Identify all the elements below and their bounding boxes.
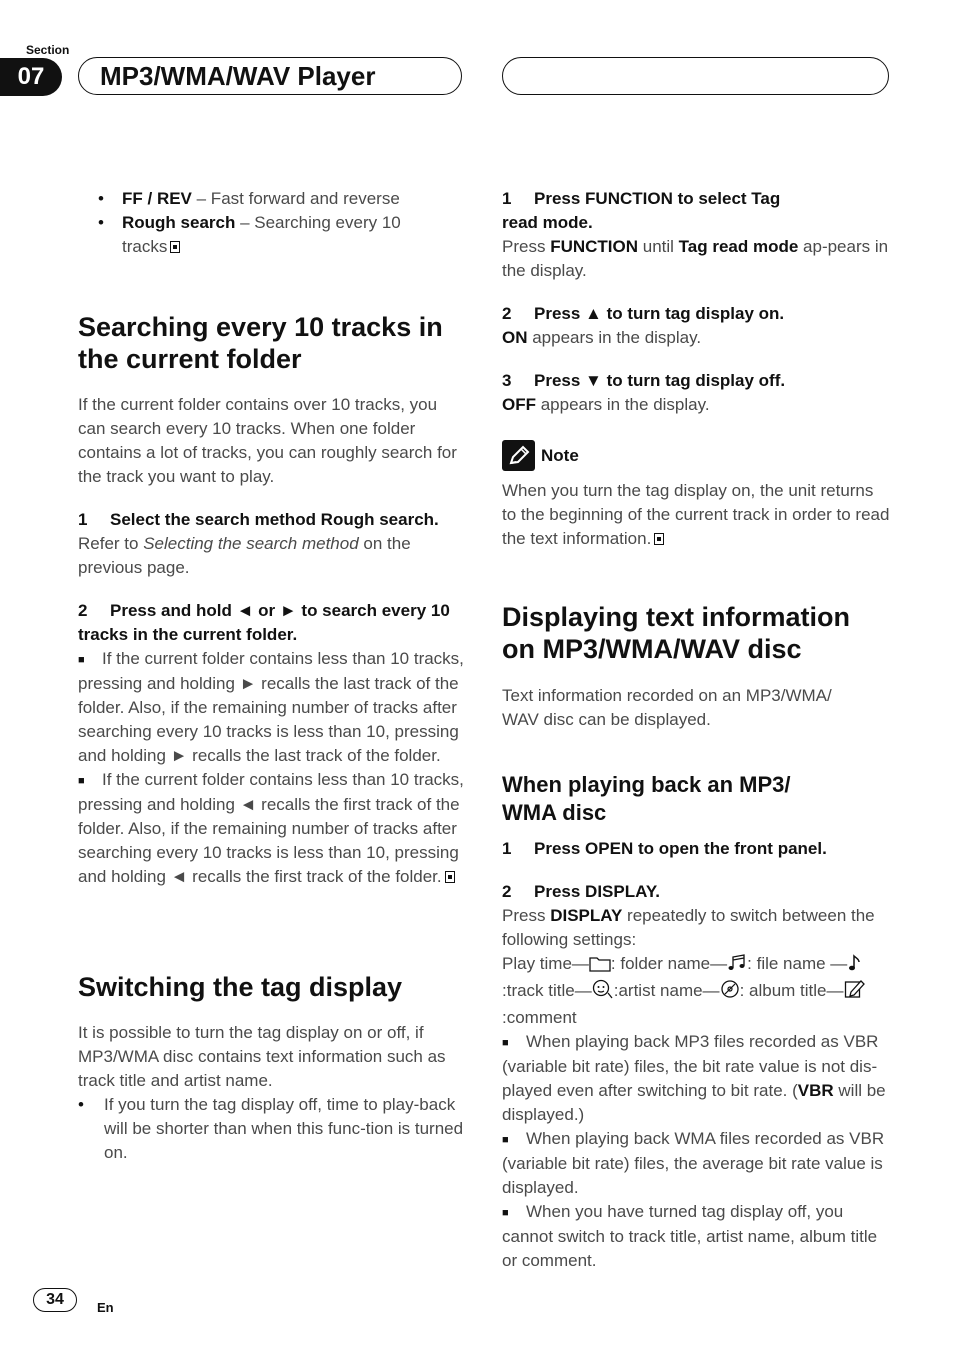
pencil-note-icon	[502, 440, 535, 471]
list-item: • If you turn the tag display off, time to play-back will be shorter than when this func-tion is turned on.	[78, 1093, 464, 1165]
step-2-note-1: ■ If the current folder contains less than 10 tracks, pressing and holding ► recalls the last track of the folder. Also, if the remaining number of tracks after searching every 10 tracks is less than 10, pressing and holding ► recalls the last track of the folder.	[78, 649, 464, 765]
step-2-title: 2 Press ▲ to turn tag display on.	[502, 304, 785, 323]
note-text: When you turn the tag display on, the unit returns to the beginning of the current track in order to read the text information.	[502, 481, 890, 548]
step-1-title: 1 Select the search method Rough search.	[78, 510, 439, 529]
bullet-term: FF / REV	[122, 189, 192, 208]
section-heading: Searching every 10 tracks in the current folder	[78, 312, 443, 374]
intro-bullet-list	[98, 187, 478, 259]
display-note-3: ■ When you have turned tag display off, you cannot switch to track title, artist name, album title or comment.	[502, 1202, 878, 1270]
tag-steps	[502, 187, 890, 417]
step-2-title: 2 Press DISPLAY.	[502, 882, 660, 901]
section-tag-display	[78, 971, 466, 1165]
note-box	[502, 440, 890, 551]
comment-icon	[844, 979, 866, 1006]
folder-icon	[589, 955, 611, 979]
step-2-title: 2 Press and hold ◄ or ► to search every 10 tracks in the current folder.	[78, 601, 450, 644]
end-mark-icon	[654, 533, 664, 545]
note-label: Note	[541, 445, 579, 465]
list-item	[98, 211, 422, 259]
step-1-title: 1 Press FUNCTION to select Tag read mode.	[502, 189, 781, 232]
step-3-body: OFF appears in the display.	[502, 395, 710, 414]
track-note-icon	[847, 954, 861, 979]
square-bullet-icon: ■	[78, 654, 85, 666]
square-bullet-icon: ■	[78, 775, 85, 787]
bullet-term: Rough search	[122, 213, 236, 232]
section-body: It is possible to turn the tag display on or off, if MP3/WMA disc contains text information such as track title and artist name.	[78, 1023, 446, 1090]
section-body: Text information recorded on an MP3/WMA/ WAV disc can be displayed.	[502, 686, 832, 729]
section-number-badge: 07	[0, 58, 62, 96]
section-label: Section	[26, 43, 70, 57]
note-header	[502, 440, 890, 471]
step-1-body: Press FUNCTION until Tag read mode ap-pears in the display.	[502, 237, 889, 280]
section-body: If the current folder contains over 10 tracks, you can search every 10 tracks. When one folder contains a lot of tracks, you can roughly search for the track you want to play.	[78, 395, 457, 486]
file-music-icon	[727, 954, 747, 979]
subsection-heading: When playing back an MP3/ WMA disc	[502, 772, 791, 825]
section-rough-search	[78, 311, 466, 889]
square-bullet-icon: ■	[502, 1134, 509, 1146]
square-bullet-icon: ■	[502, 1207, 509, 1219]
header-blank-frame	[502, 57, 889, 95]
display-sequence: Play time— : folder name— : file name — :track title— :artist name— : album title—:comment	[502, 952, 890, 1030]
step-2-body: Press DISPLAY repeatedly to switch between the following settings:	[502, 906, 875, 949]
step-2-body: ON appears in the display.	[502, 328, 702, 347]
step-3-title: 3 Press ▼ to turn tag display off.	[502, 371, 786, 390]
section-text-info	[502, 601, 890, 1273]
section-heading: Displaying text information on MP3/WMA/WAV disc	[502, 602, 851, 664]
step-2-note-2: ■ If the current folder contains less than 10 tracks, pressing and holding ◄ recalls the first track of the folder. Also, if the remaining number of tracks after searching every 10 tracks is less than 10, pressing and holding ◄ recalls the first track of the folder.	[78, 770, 464, 886]
step-1-body: Refer to Selecting the search method on the previous page.	[78, 534, 411, 577]
bullet-text: – Searching every 10 tracks	[122, 213, 401, 256]
chapter-title: MP3/WMA/WAV Player	[100, 61, 376, 91]
list-item	[98, 187, 478, 211]
step-1-title: 1 Press OPEN to open the front panel.	[502, 839, 827, 858]
end-mark-icon	[170, 241, 180, 253]
display-note-1: ■ When playing back MP3 files recorded as VBR (variable bit rate) files, the bit rate value is not dis-played even after switching to bit rate. (VBR will be displayed.)	[502, 1032, 886, 1124]
language-code: En	[97, 1300, 114, 1315]
album-disc-icon	[720, 979, 740, 1006]
display-note-2: ■ When playing back WMA files recorded as VBR (variable bit rate) files, the average bit rate value is displayed.	[502, 1129, 885, 1197]
artist-icon	[592, 979, 614, 1006]
bullet-text: – Fast forward and reverse	[191, 189, 400, 208]
end-mark-icon	[445, 871, 455, 883]
page-number: 34	[33, 1288, 77, 1312]
section-heading: Switching the tag display	[78, 972, 403, 1002]
square-bullet-icon: ■	[502, 1037, 509, 1049]
